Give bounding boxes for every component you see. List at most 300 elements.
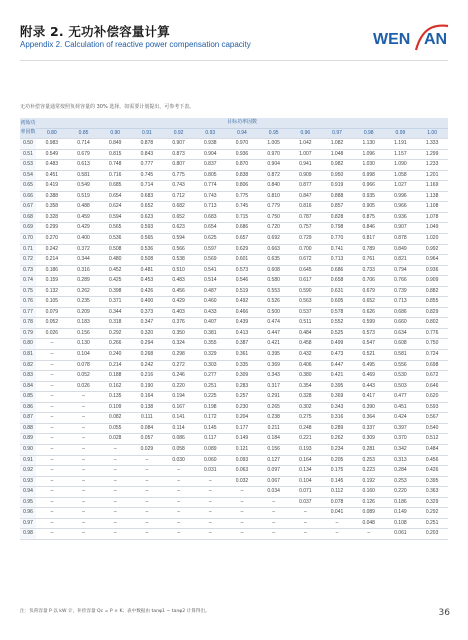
coefficient-cell: 0.220 — [385, 487, 417, 498]
coefficient-cell: 0.624 — [99, 202, 131, 213]
coefficient-cell: 0.162 — [99, 381, 131, 392]
coefficient-cell: 0.635 — [258, 255, 290, 266]
coefficient-cell: – — [290, 508, 322, 519]
coefficient-cell: 0.238 — [258, 413, 290, 424]
coefficient-cell: 0.407 — [194, 318, 226, 329]
coefficient-cell: 0.026 — [68, 381, 100, 392]
coefficient-cell: 0.909 — [416, 276, 448, 287]
coefficient-cell: 0.905 — [353, 202, 385, 213]
coefficient-cell: 0.938 — [194, 139, 226, 150]
coefficient-cell: – — [131, 476, 163, 487]
coefficient-cell: – — [131, 497, 163, 508]
coefficient-cell: 0.344 — [99, 307, 131, 318]
original-pf-cell: 0.80 — [20, 339, 36, 350]
coefficient-cell: 0.052 — [68, 371, 100, 382]
coefficient-cell: 0.770 — [321, 234, 353, 245]
coefficient-cell: 0.872 — [258, 170, 290, 181]
coefficient-cell: 0.337 — [353, 423, 385, 434]
coefficient-cell: 0.608 — [258, 265, 290, 276]
coefficient-cell: 0.652 — [131, 202, 163, 213]
coefficient-cell: – — [99, 497, 131, 508]
coefficient-cell: 0.645 — [290, 265, 322, 276]
coefficient-cell: 0.996 — [385, 191, 417, 202]
coefficient-cell: 1.078 — [416, 212, 448, 223]
coefficient-cell: 0.071 — [290, 487, 322, 498]
coefficient-cell: 0.343 — [321, 402, 353, 413]
coefficient-cell: 0.225 — [194, 392, 226, 403]
coefficient-cell: 0.888 — [321, 191, 353, 202]
coefficient-cell: 0.802 — [416, 318, 448, 329]
coefficient-cell: 0.344 — [68, 255, 100, 266]
coefficient-cell: 0.474 — [258, 318, 290, 329]
coefficient-cell: 0.048 — [353, 518, 385, 529]
coefficient-cell: 0.313 — [385, 455, 417, 466]
coefficient-cell: – — [194, 487, 226, 498]
original-pf-cell: 0.73 — [20, 265, 36, 276]
coefficient-cell: 0.104 — [68, 350, 100, 361]
coefficient-cell: 0.907 — [385, 223, 417, 234]
coefficient-cell: 0.512 — [416, 434, 448, 445]
coefficient-cell: 0.221 — [290, 434, 322, 445]
original-pf-cell: 0.76 — [20, 297, 36, 308]
original-pf-cell: 0.65 — [20, 181, 36, 192]
coefficient-cell: 0.289 — [68, 276, 100, 287]
table-row — [20, 297, 448, 308]
coefficient-cell: 0.646 — [416, 381, 448, 392]
table-row — [20, 276, 448, 287]
coefficient-cell: 0.303 — [194, 360, 226, 371]
coefficient-cell: 0.234 — [321, 444, 353, 455]
coefficient-cell: 0.625 — [194, 234, 226, 245]
coefficient-cell: 0.456 — [416, 455, 448, 466]
coefficient-cell: 0.538 — [163, 255, 195, 266]
coefficient-cell: – — [36, 487, 68, 498]
coefficient-cell: 0.292 — [416, 508, 448, 519]
coefficient-cell: 0.395 — [321, 381, 353, 392]
table-row — [20, 518, 448, 529]
coefficient-cell: 0.581 — [385, 350, 417, 361]
coefficient-cell: 0.220 — [163, 381, 195, 392]
coefficient-cell: – — [36, 476, 68, 487]
coefficient-cell: 0.328 — [36, 212, 68, 223]
coefficient-cell: 0.281 — [353, 444, 385, 455]
coefficient-cell: – — [68, 518, 100, 529]
coefficient-cell: 0.030 — [163, 455, 195, 466]
coefficient-cell: 0.216 — [131, 371, 163, 382]
coefficient-cell: 0.387 — [226, 339, 258, 350]
coefficient-cell: 0.733 — [353, 265, 385, 276]
coefficient-cell: 0.569 — [194, 255, 226, 266]
coefficient-cell: 0.242 — [36, 244, 68, 255]
coefficient-cell: 0.452 — [99, 265, 131, 276]
coefficient-cell: 0.184 — [258, 434, 290, 445]
coefficient-cell: 0.715 — [226, 212, 258, 223]
coefficient-cell: 0.257 — [226, 392, 258, 403]
original-pf-cell: 0.68 — [20, 212, 36, 223]
original-pf-header: 初始功率因数 — [20, 118, 36, 139]
coefficient-cell: 0.652 — [163, 212, 195, 223]
coefficient-cell: – — [258, 529, 290, 540]
coefficient-cell: 0.599 — [353, 318, 385, 329]
coefficient-cell: 0.309 — [353, 434, 385, 445]
coefficient-cell: 0.964 — [416, 255, 448, 266]
coefficient-cell: 0.343 — [258, 371, 290, 382]
coefficient-cell: – — [99, 466, 131, 477]
table-row — [20, 265, 448, 276]
coefficient-cell: 0.156 — [258, 444, 290, 455]
coefficient-cell: 0.776 — [416, 328, 448, 339]
table-row — [20, 286, 448, 297]
coefficient-cell: – — [258, 497, 290, 508]
coefficient-cell: 0.849 — [99, 139, 131, 150]
original-pf-cell: 0.88 — [20, 423, 36, 434]
table-row — [20, 339, 448, 350]
coefficient-cell: 0.593 — [131, 223, 163, 234]
coefficient-cell: 0.581 — [68, 170, 100, 181]
coefficient-cell: 0.714 — [131, 181, 163, 192]
coefficient-cell: 0.654 — [194, 223, 226, 234]
coefficient-cell: 0.552 — [321, 318, 353, 329]
coefficient-cell: 0.175 — [321, 466, 353, 477]
coefficient-cell: 0.268 — [131, 350, 163, 361]
coefficient-cell: 1.191 — [385, 139, 417, 150]
coefficient-cell: 0.317 — [258, 381, 290, 392]
coefficient-cell: 0.426 — [416, 466, 448, 477]
coefficient-cell: 0.265 — [258, 402, 290, 413]
coefficient-cell: 0.316 — [68, 265, 100, 276]
coefficient-cell: 0.849 — [385, 244, 417, 255]
coefficient-cell: – — [226, 529, 258, 540]
original-pf-cell: 0.53 — [20, 160, 36, 171]
coefficient-cell: 0.466 — [226, 307, 258, 318]
coefficient-cell: 0.397 — [385, 423, 417, 434]
coefficient-cell: – — [226, 497, 258, 508]
coefficient-cell: 0.745 — [131, 170, 163, 181]
compensation-table — [20, 118, 448, 540]
coefficient-cell: 0.126 — [353, 497, 385, 508]
coefficient-cell: 0.372 — [68, 244, 100, 255]
coefficient-cell: 0.248 — [290, 423, 322, 434]
table-row — [20, 529, 448, 540]
coefficient-cell: 0.149 — [226, 434, 258, 445]
coefficient-cell: 0.262 — [321, 434, 353, 445]
coefficient-cell: 0.750 — [258, 212, 290, 223]
coefficient-cell: 0.395 — [416, 476, 448, 487]
coefficient-cell: 0.381 — [194, 328, 226, 339]
coefficient-cell: – — [36, 508, 68, 519]
coefficient-cell: 0.052 — [36, 318, 68, 329]
coefficient-cell: 0.483 — [36, 160, 68, 171]
coefficient-cell: 0.156 — [68, 328, 100, 339]
coefficient-cell: 0.432 — [290, 350, 322, 361]
coefficient-cell: 0.262 — [68, 286, 100, 297]
coefficient-cell: 0.421 — [258, 339, 290, 350]
coefficient-cell: 0.573 — [353, 328, 385, 339]
coefficient-cell: 0.787 — [290, 212, 322, 223]
coefficient-cell: 0.253 — [385, 476, 417, 487]
coefficient-cell: 0.682 — [163, 202, 195, 213]
coefficient-cell: 0.565 — [131, 234, 163, 245]
original-pf-cell: 0.87 — [20, 413, 36, 424]
coefficient-cell: – — [36, 339, 68, 350]
coefficient-cell: 0.188 — [99, 371, 131, 382]
table-row — [20, 434, 448, 445]
coefficient-cell: 0.761 — [353, 255, 385, 266]
coefficient-cell: – — [68, 455, 100, 466]
original-pf-cell: 0.95 — [20, 497, 36, 508]
coefficient-cell: 0.458 — [290, 339, 322, 350]
coefficient-cell: 0.026 — [36, 328, 68, 339]
coefficient-cell: 0.563 — [290, 297, 322, 308]
coefficient-cell: 0.807 — [163, 160, 195, 171]
coefficient-cell: 0.846 — [353, 223, 385, 234]
coefficient-cell: 0.354 — [290, 381, 322, 392]
coefficient-cell: 0.469 — [353, 371, 385, 382]
original-pf-cell: 0.81 — [20, 350, 36, 361]
table-row — [20, 476, 448, 487]
coefficient-cell: 0.111 — [131, 413, 163, 424]
coefficient-cell: – — [36, 371, 68, 382]
coefficient-cell: 0.400 — [68, 234, 100, 245]
coefficient-cell: 0.540 — [416, 423, 448, 434]
original-pf-cell: 0.82 — [20, 360, 36, 371]
coefficient-cell: 0.302 — [290, 402, 322, 413]
coefficient-cell: 0.779 — [258, 202, 290, 213]
coefficient-cell: 0.093 — [226, 455, 258, 466]
coefficient-cell: 0.525 — [321, 328, 353, 339]
coefficient-cell: 0.483 — [163, 276, 195, 287]
target-pf-col-header: 0.80 — [36, 128, 68, 139]
coefficient-cell: 0.567 — [416, 413, 448, 424]
coefficient-cell: 0.078 — [321, 497, 353, 508]
coefficient-cell: 0.685 — [99, 181, 131, 192]
coefficient-cell: 0.840 — [258, 181, 290, 192]
table-row — [20, 371, 448, 382]
table-row — [20, 202, 448, 213]
coefficient-cell: 1.090 — [385, 160, 417, 171]
coefficient-cell: 0.499 — [321, 339, 353, 350]
coefficient-cell: 0.186 — [385, 497, 417, 508]
page-subtitle: Appendix 2. Calculation of reactive power compensation capacity — [20, 40, 251, 49]
coefficient-cell: 0.067 — [258, 476, 290, 487]
coefficient-cell: 0.838 — [226, 170, 258, 181]
table-row — [20, 444, 448, 455]
coefficient-cell: – — [194, 508, 226, 519]
target-pf-col-header: 0.97 — [321, 128, 353, 139]
coefficient-cell: 0.936 — [385, 212, 417, 223]
coefficient-cell: 0.177 — [226, 423, 258, 434]
coefficient-cell: 0.601 — [226, 255, 258, 266]
coefficient-cell: 0.626 — [353, 307, 385, 318]
table-row — [20, 350, 448, 361]
coefficient-cell: 0.190 — [131, 381, 163, 392]
coefficient-cell: 0.686 — [385, 307, 417, 318]
coefficient-cell: 0.172 — [194, 413, 226, 424]
coefficient-cell: 0.657 — [226, 234, 258, 245]
coefficient-cell: 0.816 — [290, 202, 322, 213]
coefficient-cell: 0.132 — [36, 286, 68, 297]
coefficient-cell: 1.169 — [416, 181, 448, 192]
coefficient-cell: 0.149 — [385, 508, 417, 519]
table-row — [20, 487, 448, 498]
coefficient-cell: 0.741 — [321, 244, 353, 255]
table-row — [20, 423, 448, 434]
coefficient-cell: 0.660 — [385, 318, 417, 329]
coefficient-cell: 1.299 — [416, 149, 448, 160]
coefficient-cell: 1.020 — [416, 234, 448, 245]
coefficient-cell: – — [36, 497, 68, 508]
coefficient-cell: 0.253 — [353, 455, 385, 466]
coefficient-cell: 0.105 — [36, 297, 68, 308]
coefficient-cell: 0.620 — [416, 392, 448, 403]
coefficient-cell: 0.316 — [321, 413, 353, 424]
coefficient-cell: 0.298 — [163, 350, 195, 361]
coefficient-cell: 0.857 — [321, 202, 353, 213]
coefficient-cell: 0.109 — [99, 402, 131, 413]
coefficient-cell: 0.679 — [68, 149, 100, 160]
coefficient-cell: 0.847 — [290, 191, 322, 202]
coefficient-cell: 0.904 — [194, 149, 226, 160]
coefficient-cell: 0.536 — [131, 244, 163, 255]
coefficient-cell: – — [131, 487, 163, 498]
coefficient-cell: 0.477 — [385, 392, 417, 403]
coefficient-cell: 0.794 — [385, 265, 417, 276]
wenan-logo — [372, 20, 454, 54]
coefficient-cell: 0.211 — [258, 423, 290, 434]
coefficient-cell: 0.909 — [290, 170, 322, 181]
coefficient-cell: 0.748 — [99, 160, 131, 171]
table-row — [20, 223, 448, 234]
coefficient-cell: 0.235 — [68, 297, 100, 308]
coefficient-cell: 0.460 — [194, 297, 226, 308]
coefficient-cell: 0.164 — [290, 455, 322, 466]
coefficient-cell: 0.164 — [131, 392, 163, 403]
table-header-row-1 — [20, 118, 448, 128]
coefficient-cell: 0.320 — [131, 328, 163, 339]
original-pf-cell: 0.75 — [20, 286, 36, 297]
coefficient-cell: 0.135 — [99, 392, 131, 403]
coefficient-cell: 0.613 — [68, 160, 100, 171]
original-pf-cell: 0.67 — [20, 202, 36, 213]
coefficient-cell: 0.739 — [385, 286, 417, 297]
coefficient-cell: 0.159 — [36, 276, 68, 287]
coefficient-cell: 0.487 — [194, 286, 226, 297]
coefficient-cell: 0.347 — [131, 318, 163, 329]
coefficient-cell: – — [36, 444, 68, 455]
coefficient-cell: 1.030 — [353, 160, 385, 171]
coefficient-cell: 0.519 — [226, 286, 258, 297]
coefficient-cell: 0.672 — [416, 371, 448, 382]
table-row — [20, 307, 448, 318]
coefficient-cell: – — [68, 529, 100, 540]
coefficient-cell: 0.700 — [290, 244, 322, 255]
coefficient-cell: 0.511 — [290, 318, 322, 329]
coefficient-cell: 0.998 — [353, 170, 385, 181]
coefficient-cell: 0.605 — [321, 297, 353, 308]
coefficient-cell: 0.936 — [416, 265, 448, 276]
coefficient-cell: 0.272 — [163, 360, 195, 371]
coefficient-cell: 1.005 — [258, 139, 290, 150]
coefficient-cell: – — [99, 529, 131, 540]
coefficient-cell: – — [258, 518, 290, 529]
coefficient-cell: 0.371 — [99, 297, 131, 308]
coefficient-cell: 0.556 — [385, 360, 417, 371]
coefficient-cell: 0.063 — [226, 466, 258, 477]
coefficient-cell: 0.652 — [353, 297, 385, 308]
coefficient-cell: 0.335 — [226, 360, 258, 371]
coefficient-cell: 0.982 — [321, 160, 353, 171]
coefficient-cell: 0.426 — [131, 286, 163, 297]
coefficient-cell: 0.654 — [99, 191, 131, 202]
table-row — [20, 381, 448, 392]
coefficient-cell: 0.508 — [99, 244, 131, 255]
original-pf-cell: 0.84 — [20, 381, 36, 392]
coefficient-cell: 0.774 — [194, 181, 226, 192]
coefficient-cell: 0.714 — [68, 139, 100, 150]
coefficient-cell: 0.743 — [163, 181, 195, 192]
coefficient-cell: 0.729 — [290, 234, 322, 245]
target-pf-col-header: 0.90 — [99, 128, 131, 139]
original-pf-cell: 0.91 — [20, 455, 36, 466]
coefficient-cell: 0.425 — [99, 276, 131, 287]
coefficient-cell: – — [131, 508, 163, 519]
coefficient-cell: – — [163, 487, 195, 498]
coefficient-cell: 0.433 — [194, 307, 226, 318]
coefficient-cell: 0.970 — [258, 149, 290, 160]
coefficient-cell: 0.870 — [226, 160, 258, 171]
coefficient-cell: 0.623 — [131, 212, 163, 223]
coefficient-cell: 0.141 — [163, 413, 195, 424]
coefficient-cell: 0.775 — [226, 191, 258, 202]
coefficient-cell: 0.713 — [194, 202, 226, 213]
coefficient-cell: 1.138 — [416, 191, 448, 202]
target-pf-col-header: 0.95 — [258, 128, 290, 139]
coefficient-cell: – — [99, 455, 131, 466]
original-pf-cell: 0.86 — [20, 402, 36, 413]
table-row — [20, 170, 448, 181]
coefficient-cell: 0.350 — [163, 328, 195, 339]
coefficient-cell: 0.097 — [258, 466, 290, 477]
coefficient-cell: 0.324 — [163, 339, 195, 350]
original-pf-cell: 0.51 — [20, 149, 36, 160]
coefficient-cell: 0.573 — [226, 265, 258, 276]
coefficient-cell: 0.058 — [163, 444, 195, 455]
coefficient-cell: 0.821 — [385, 255, 417, 266]
coefficient-cell: 0.873 — [163, 149, 195, 160]
coefficient-cell: 0.936 — [226, 149, 258, 160]
coefficient-cell: 0.400 — [131, 297, 163, 308]
coefficient-cell: 0.251 — [194, 381, 226, 392]
coefficient-cell: 0.686 — [226, 223, 258, 234]
coefficient-cell: 0.421 — [321, 371, 353, 382]
coefficient-cell: 0.843 — [131, 149, 163, 160]
coefficient-cell: 0.750 — [416, 339, 448, 350]
coefficient-cell: 0.388 — [36, 191, 68, 202]
target-pf-header: 目标功率因数 — [36, 118, 448, 128]
coefficient-cell: 0.663 — [258, 244, 290, 255]
original-pf-cell: 0.90 — [20, 444, 36, 455]
coefficient-cell: 0.079 — [36, 307, 68, 318]
coefficient-cell: 0.521 — [353, 350, 385, 361]
original-pf-cell: 0.97 — [20, 518, 36, 529]
coefficient-cell: 0.500 — [258, 307, 290, 318]
coefficient-cell: 0.130 — [68, 339, 100, 350]
coefficient-cell: – — [68, 487, 100, 498]
coefficient-cell: 0.369 — [321, 392, 353, 403]
coefficient-cell: 1.048 — [321, 149, 353, 160]
table-row — [20, 402, 448, 413]
coefficient-cell: 0.055 — [99, 423, 131, 434]
